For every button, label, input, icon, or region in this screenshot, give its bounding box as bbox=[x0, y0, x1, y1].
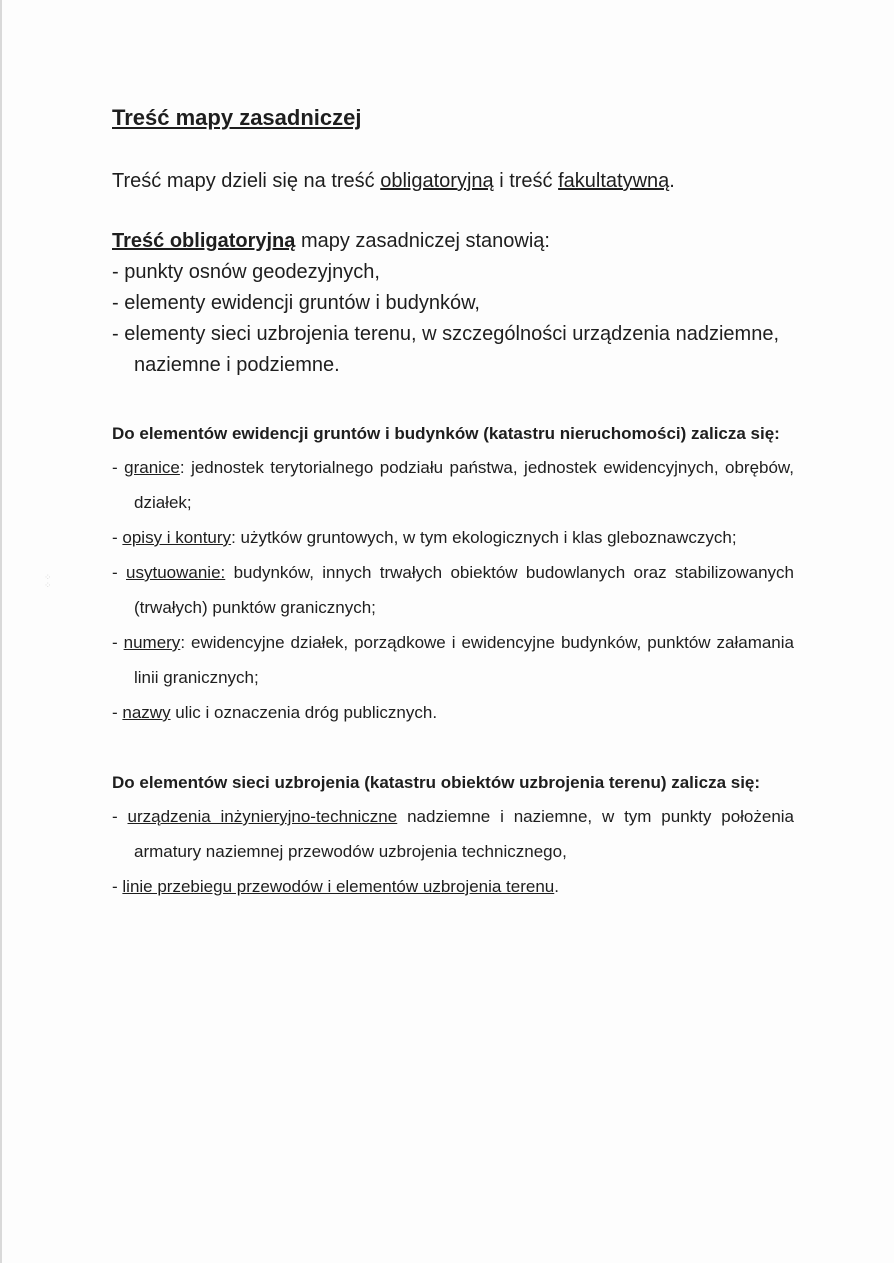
item-text: budynków, innych trwałych obiektów budowlanych oraz stabilizowanych (trwałych) punktów granicznych; bbox=[134, 563, 794, 617]
item-text: . bbox=[554, 877, 559, 896]
item-prefix: - bbox=[112, 563, 127, 582]
intro-term-optional: fakultatywną bbox=[558, 170, 670, 192]
scan-speck: ⁘ ⁘ bbox=[44, 573, 52, 591]
cadastre-heading: Do elementów ewidencji gruntów i budynków (katastru nieruchomości) zalicza się: bbox=[112, 424, 780, 443]
cadastre-section bbox=[112, 417, 794, 730]
list-item bbox=[112, 625, 794, 695]
item-text: : użytków gruntowych, w tym ekologicznych i klas gleboznawczych; bbox=[231, 528, 737, 547]
list-item bbox=[112, 450, 794, 520]
list-item bbox=[112, 869, 794, 904]
item-label: numery bbox=[123, 633, 181, 652]
item-label: opisy i kontury bbox=[122, 528, 232, 547]
item-label: granice bbox=[124, 458, 180, 477]
list-item bbox=[112, 520, 794, 555]
obligatory-lead bbox=[112, 226, 794, 257]
intro-paragraph bbox=[112, 164, 794, 198]
utilities-heading: Do elementów sieci uzbrojenia (katastru obiektów uzbrojenia terenu) zalicza się: bbox=[112, 773, 761, 792]
item-label: urządzenia inżynieryjno-techniczne bbox=[127, 807, 398, 826]
item-text: nadziemne i naziemne, w tym punkty położenia armatury naziemnej przewodów uzbrojenia technicznego, bbox=[134, 807, 795, 861]
obligatory-section bbox=[112, 226, 794, 381]
intro-text-end: . bbox=[669, 170, 675, 192]
list-item bbox=[112, 555, 794, 625]
item-prefix: - bbox=[112, 458, 125, 477]
obligatory-list bbox=[112, 257, 794, 381]
item-label: nazwy bbox=[122, 703, 171, 722]
list-item bbox=[112, 799, 794, 869]
document-content bbox=[112, 100, 794, 904]
item-text: ulic i oznaczenia dróg publicznych. bbox=[170, 703, 438, 722]
item-text: : jednostek terytorialnego podziału państwa, jednostek ewidencyjnych, obrębów, działek; bbox=[134, 458, 794, 512]
item-label: linie przebiegu przewodów i elementów uzbrojenia terenu bbox=[122, 877, 555, 896]
list-item: - elementy sieci uzbrojenia terenu, w szczególności urządzenia nadziemne, naziemne i podziemne. bbox=[112, 323, 780, 376]
intro-text-start: Treść mapy dzieli się na treść bbox=[112, 170, 381, 192]
list-item bbox=[112, 695, 794, 730]
item-prefix: - bbox=[112, 807, 128, 826]
item-prefix: - bbox=[112, 528, 123, 547]
item-label: usytuowanie: bbox=[126, 563, 226, 582]
list-item: - elementy ewidencji gruntów i budynków, bbox=[112, 292, 480, 314]
intro-text-middle: i treść bbox=[493, 170, 559, 192]
page-title: Treść mapy zasadniczej bbox=[112, 105, 362, 130]
item-prefix: - bbox=[112, 633, 124, 652]
intro-term-obligatory: obligatoryjną bbox=[380, 170, 494, 192]
cadastre-list bbox=[112, 450, 794, 730]
item-prefix: - bbox=[112, 703, 123, 722]
item-text: : ewidencyjne działek, porządkowe i ewidencyjne budynków, punktów załamania linii granicznych; bbox=[134, 633, 794, 687]
list-item: - punkty osnów geodezyjnych, bbox=[112, 261, 380, 283]
utilities-list bbox=[112, 799, 794, 904]
utilities-section bbox=[112, 766, 794, 904]
obligatory-lead-bold: Treść obligatoryjną bbox=[112, 230, 296, 252]
item-prefix: - bbox=[112, 877, 123, 896]
obligatory-lead-rest: mapy zasadniczej stanowią: bbox=[295, 230, 550, 252]
